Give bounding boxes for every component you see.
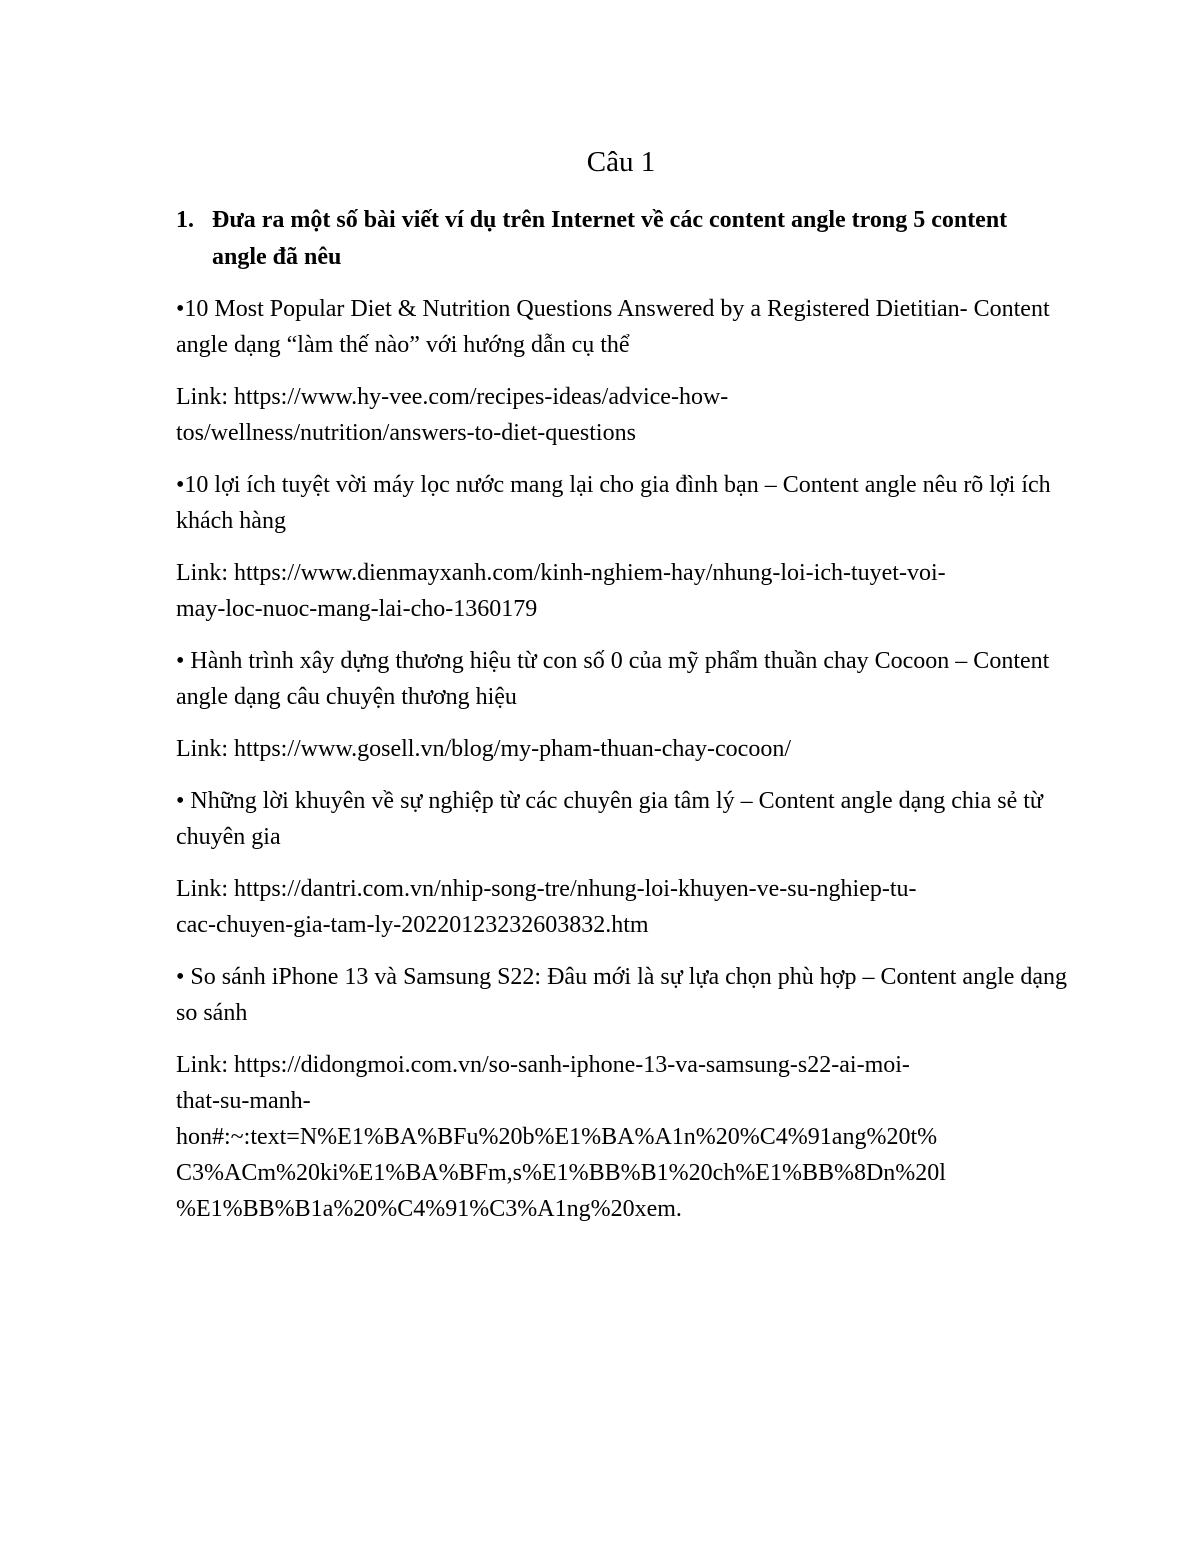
link-line[interactable]: tos/wellness/nutrition/answers-to-diet-questions bbox=[176, 420, 636, 446]
link-line[interactable]: that-su-manh- bbox=[176, 1088, 311, 1114]
article-link-1[interactable] bbox=[176, 379, 1076, 451]
document-title: Câu 1 bbox=[586, 146, 656, 178]
link-line[interactable]: Link: https://www.hy-vee.com/recipes-ideas/advice-how- bbox=[176, 384, 729, 410]
link-line[interactable]: may-loc-nuoc-mang-lai-cho-1360179 bbox=[176, 596, 538, 622]
link-line[interactable]: C3%ACm%20ki%E1%BA%BFm,s%E1%BB%B1%20ch%E1%BB%8Dn%20l bbox=[176, 1160, 946, 1186]
link-line[interactable]: Link: https://didongmoi.com.vn/so-sanh-iphone-13-va-samsung-s22-ai-moi- bbox=[176, 1052, 910, 1078]
link-line[interactable]: %E1%BB%B1a%20%C4%91%C3%A1ng%20xem. bbox=[176, 1196, 682, 1222]
heading-number: 1. bbox=[176, 207, 194, 233]
link-line[interactable]: cac-chuyen-gia-tam-ly-20220123232603832.htm bbox=[176, 912, 649, 938]
article-link-3[interactable] bbox=[176, 731, 1076, 767]
link-line[interactable]: hon#:~:text=N%E1%BA%BFu%20b%E1%BA%A1n%20%C4%91ang%20t% bbox=[176, 1124, 938, 1150]
link-line[interactable]: Link: https://dantri.com.vn/nhip-song-tre/nhung-loi-khuyen-ve-su-nghiep-tu- bbox=[176, 876, 917, 902]
link-line[interactable]: Link: https://www.dienmayxanh.com/kinh-nghiem-hay/nhung-loi-ich-tuyet-voi- bbox=[176, 560, 946, 586]
article-link-2[interactable] bbox=[176, 555, 1076, 627]
document-content bbox=[176, 140, 1076, 1243]
article-item-3: • Hành trình xây dựng thương hiệu từ con số 0 của mỹ phẩm thuần chay Cocoon – Content angle dạng câu chuyện thương hiệu bbox=[176, 648, 1050, 710]
article-item-1: •10 Most Popular Diet & Nutrition Questions Answered by a Registered Dietitian- Content angle dạng “làm thế nào” với hướng dẫn cụ thể bbox=[176, 296, 1050, 358]
article-item-4: • Những lời khuyên về sự nghiệp từ các chuyên gia tâm lý – Content angle dạng chia sẻ từ chuyên gia bbox=[176, 788, 1043, 850]
article-link-4[interactable] bbox=[176, 871, 1076, 943]
article-item-5: • So sánh iPhone 13 và Samsung S22: Đâu mới là sự lựa chọn phù hợp – Content angle dạng so sánh bbox=[176, 964, 1068, 1026]
article-link-5[interactable] bbox=[176, 1047, 1076, 1227]
question-heading bbox=[176, 202, 1076, 276]
link-line[interactable]: Link: https://www.gosell.vn/blog/my-pham-thuan-chay-cocoon/ bbox=[176, 736, 791, 762]
heading-text: Đưa ra một số bài viết ví dụ trên Internet về các content angle trong 5 content angle đã nêu bbox=[212, 207, 1008, 270]
article-item-2: •10 lợi ích tuyệt vời máy lọc nước mang lại cho gia đình bạn – Content angle nêu rõ lợi ích khách hàng bbox=[176, 472, 1051, 534]
